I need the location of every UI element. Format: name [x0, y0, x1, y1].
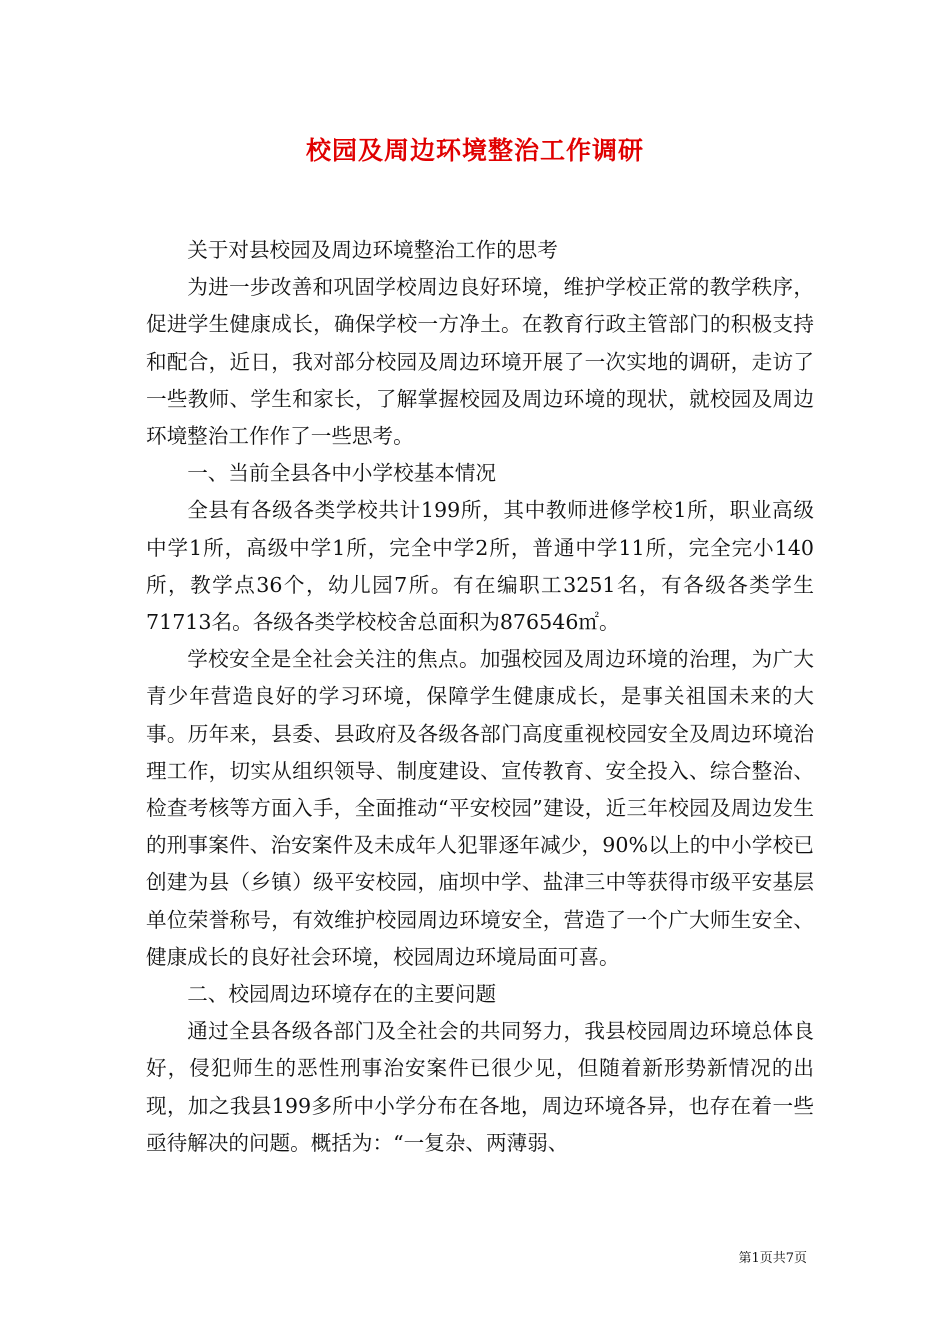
document-title: 校园及周边环境整治工作调研: [305, 136, 644, 165]
paragraph-problems: 通过全县各级各部门及全社会的共同努力，我县校园周边环境总体良好，侵犯师生的恶性刑事治安案件已很少见，但随着新形势新情况的出现，加之我县199多所中小学分布在各地，周边环境各异，也存在着一些亟待解决的问题。概括为：“一复杂、两薄弱、: [146, 1019, 814, 1155]
paragraph-intro: 为进一步改善和巩固学校周边良好环境，维护学校正常的教学秩序，促进学生健康成长，确保学校一方净土。在教育行政主管部门的积极支持和配合，近日，我对部分校园及周边环境开展了一次实地的调研，走访了一些教师、学生和家长，了解掌握校园及周边环境的现状，就校园及周边环境整治工作作了一些思考。: [146, 275, 814, 449]
section-heading-2: 二、校园周边环境存在的主要问题: [187, 982, 497, 1007]
paragraph-subtitle: 关于对县校园及周边环境整治工作的思考: [187, 238, 558, 262]
paragraph-school-stats: 全县有各级各类学校共计199所，其中教师进修学校1所，职业高级中学1所，高级中学1所，完全中学2所，普通中学11所，完全完小140所，教学点36个，幼儿园7所。有在编职工3251名，有各级各类学生71713名。各级各类学校校舍总面积为876546㎡。: [146, 498, 814, 635]
page-number: 第1页共7页: [738, 1251, 807, 1266]
section-heading-1: 一、当前全县各中小学校基本情况: [187, 461, 497, 486]
paragraph-safety: 学校安全是全社会关注的焦点。加强校园及周边环境的治理，为广大青少年营造良好的学习环境，保障学生健康成长，是事关祖国未来的大事。历年来，县委、县政府及各级各部门高度重视校园安全及周边环境治理工作，切实从组织领导、制度建设、宣传教育、安全投入、综合整治、检查考核等方面入手，全面推动“平安校园”建设，近三年校园及周边发生的刑事案件、治安案件及未成年人犯罪逐年减少，90%以上的中小学校已创建为县（乡镇）级平安校园，庙坝中学、盐津三中等获得市级平安基层单位荣誉称号，有效维护校园周边环境安全，营造了一个广大师生安全、健康成长的良好社会环境，校园周边环境局面可喜。: [146, 647, 814, 969]
document-body: [146, 232, 814, 1162]
